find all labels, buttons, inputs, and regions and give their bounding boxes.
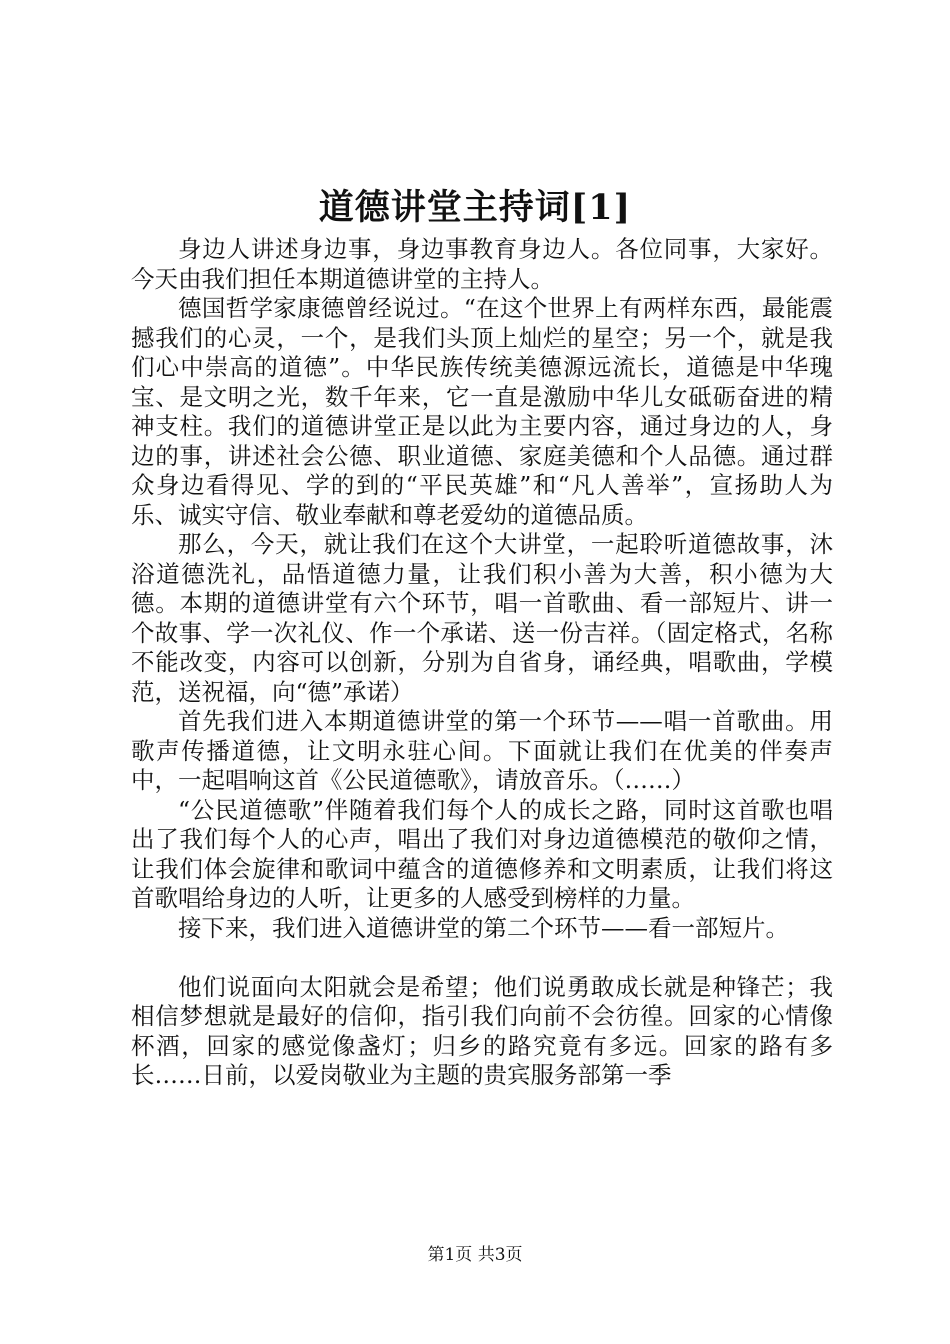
paragraph: 身边人讲述身边事，身边事教育身边人。各位同事，大家好。今天由我们担任本期道德讲堂的主持人。 [131,235,833,293]
blank-line [131,943,833,973]
paragraph: 接下来，我们进入道德讲堂的第二个环节——看一部短片。 [178,913,789,942]
paragraph: 德国哲学家康德曾经说过。“在这个世界上有两样东西，最能震撼我们的心灵，一个，是我们头顶上灿烂的星空；另一个，就是我们心中崇高的道德”。中华民族传统美德源远流长，道德是中华瑰宝、是文明之光，数千年来，它一直是激励中华儿女砥砺奋进的精神支柱。我们的道德讲堂正是以此为主要内容，通过身边的人，身边的事，讲述社会公德、职业道德、家庭美德和个人品德。通过群众身边看得见、学的到的“平民英雄”和“凡人善举”，宣扬助人为乐、诚实守信、敬业奉献和尊老爱幼的道德品质。 [131,294,833,529]
paragraph: 那么，今天，就让我们在这个大讲堂，一起聆听道德故事，沐浴道德洗礼，品悟道德力量，让我们积小善为大善，积小德为大德。本期的道德讲堂有六个环节，唱一首歌曲、看一部短片、讲一个故事、学一次礼仪、作一个承诺、送一份吉祥。（固定格式，名称不能改变，内容可以创新，分别为自省身，诵经典，唱歌曲，学模范，送祝福，向“德”承诺） [131,530,833,706]
page-footer: 第1页 共3页 [427,1245,523,1265]
paragraph: “公民道德歌”伴随着我们每个人的成长之路，同时这首歌也唱出了我们每个人的心声，唱出了我们对身边道德模范的敬仰之情，让我们体会旋律和歌词中蕴含的道德修养和文明素质，让我们将这首歌唱给身边的人听，让更多的人感受到榜样的力量。 [131,795,833,912]
paragraph: 他们说面向太阳就会是希望；他们说勇敢成长就是种锋芒；我相信梦想就是最好的信仰，指引我们向前不会彷徨。回家的心情像杯酒，回家的感觉像盏灯；归乡的路究竟有多远。回家的路有多长……日前，以爱岗敬业为主题的贵宾服务部第一季 [131,972,833,1089]
document-title: 道德讲堂主持词[1] [318,187,632,228]
paragraph: 首先我们进入本期道德讲堂的第一个环节——唱一首歌曲。用歌声传播道德，让文明永驻心间。下面就让我们在优美的伴奏声中，一起唱响这首《公民道德歌》，请放音乐。（……） [131,707,833,794]
document-body [131,235,833,1091]
